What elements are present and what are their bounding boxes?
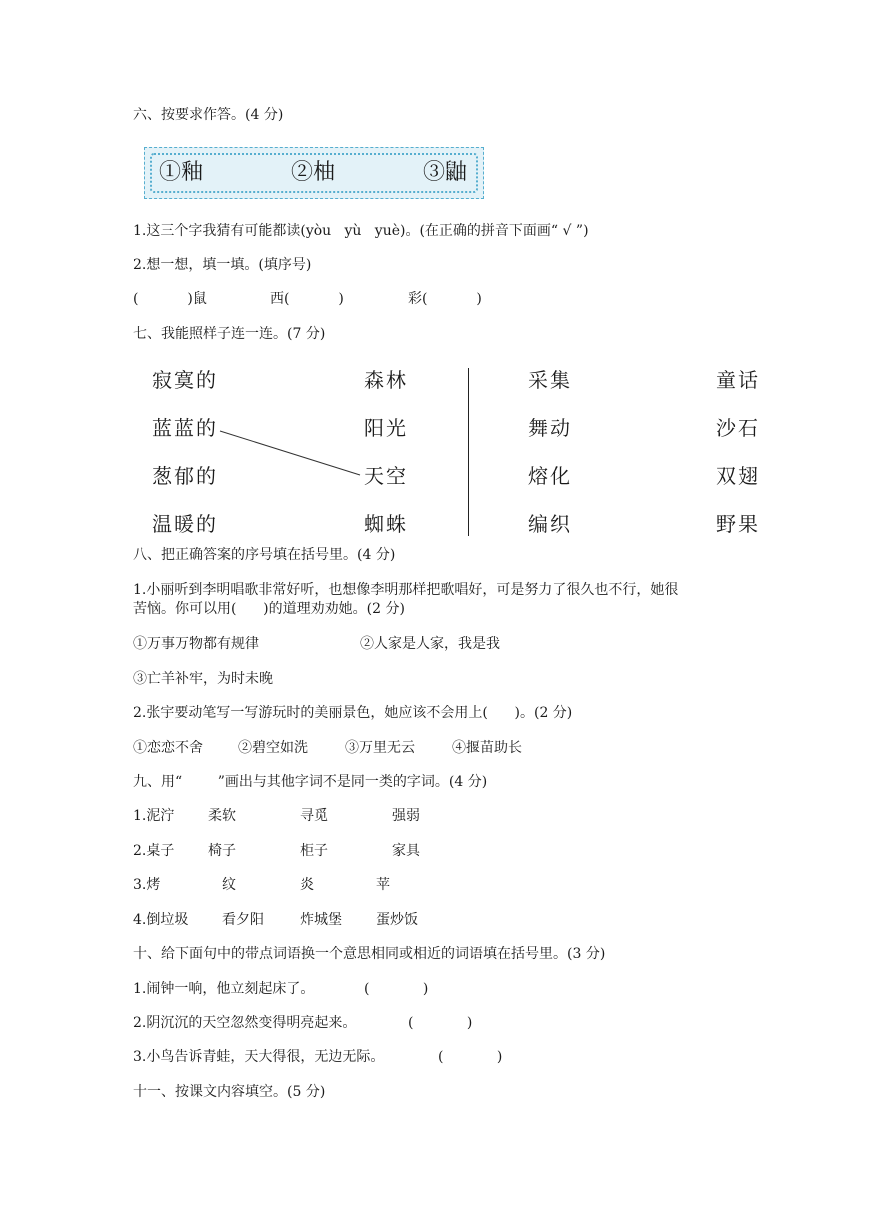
q9-row-1-word-3: 寻觅 bbox=[300, 808, 328, 824]
char-options-box bbox=[144, 147, 484, 199]
q7-left-a-3: 葱郁的 bbox=[152, 464, 218, 488]
q7-right-a-2: 舞动 bbox=[528, 416, 572, 440]
q6-blank-3: 彩( ) bbox=[408, 291, 482, 307]
q7-right-a-4: 编织 bbox=[528, 512, 572, 536]
q8-title: 八、把正确答案的序号填在括号里。(4 分) bbox=[133, 547, 396, 563]
q9-row-2-word-3: 柜子 bbox=[300, 843, 328, 859]
column-divider bbox=[468, 368, 469, 536]
q9-row-3-word-2: 纹 bbox=[222, 877, 236, 893]
q9-row-3-word-1: 3.烤 bbox=[133, 877, 161, 893]
q9-row-4-word-4: 蛋炒饭 bbox=[376, 912, 418, 928]
q8-q2-option-2: ②碧空如洗 bbox=[238, 740, 308, 756]
q6-question-1: 1.这三个字我猜有可能都读(yòu yù yuè)。(在正确的拼音下面画“ √ ”) bbox=[133, 223, 589, 239]
q8-question-2: 2.张宇要动笔写一写游玩时的美丽景色，她应该不会用上( )。(2 分) bbox=[133, 705, 573, 721]
q7-left-b-2: 阳光 bbox=[364, 416, 408, 440]
q9-row-4-word-3: 炸城堡 bbox=[300, 912, 342, 928]
char-option-2: ②柚 bbox=[291, 160, 336, 185]
q7-right-b-3: 双翅 bbox=[716, 464, 760, 488]
q7-left-a-4: 温暖的 bbox=[152, 512, 218, 536]
q11-title: 十一、按课文内容填空。(5 分) bbox=[133, 1084, 326, 1100]
q10-item-3-text: 3.小鸟告诉青蛙，天大得很，无边无际。 bbox=[133, 1049, 385, 1065]
q7-right-b-1: 童话 bbox=[716, 368, 760, 392]
q9-row-2-word-2: 椅子 bbox=[208, 843, 236, 859]
q10-item-1-text: 1.闹钟一响，他立刻起床了。 bbox=[133, 981, 315, 997]
q7-right-a-1: 采集 bbox=[528, 368, 572, 392]
q9-row-1-word-4: 强弱 bbox=[392, 808, 420, 824]
q7-left-a-1: 寂寞的 bbox=[152, 368, 218, 392]
q9-row-3-word-4: 苹 bbox=[376, 877, 390, 893]
q8-q2-option-4: ④揠苗助长 bbox=[452, 740, 522, 756]
q6-question-2: 2.想一想，填一填。(填序号) bbox=[133, 257, 312, 273]
q6-blank-2: 西( ) bbox=[270, 291, 344, 307]
q10-item-3-blank: ( ) bbox=[438, 1049, 503, 1065]
q10-item-1-blank: ( ) bbox=[364, 981, 429, 997]
q9-row-2-word-1: 2.桌子 bbox=[133, 843, 175, 859]
q7-left-a-2: 蓝蓝的 bbox=[152, 416, 218, 440]
q7-left-b-3: 天空 bbox=[364, 464, 408, 488]
q10-title: 十、给下面句中的带点词语换一个意思相同或相近的词语填在括号里。(3 分) bbox=[133, 946, 606, 962]
q7-right-a-3: 熔化 bbox=[528, 464, 572, 488]
q7-right-b-4: 野果 bbox=[716, 512, 760, 536]
q10-item-2-blank: ( ) bbox=[408, 1015, 473, 1031]
q7-left-b-4: 蜘蛛 bbox=[364, 512, 408, 536]
q8-question-1-line-1: 1.小丽听到李明唱歌非常好听，也想像李明那样把歌唱好，可是努力了很久也不行，她很 bbox=[133, 582, 679, 598]
q8-q2-option-3: ③万里无云 bbox=[345, 740, 415, 756]
q9-row-1-word-2: 柔软 bbox=[208, 808, 236, 824]
q9-row-1-word-1: 1.泥泞 bbox=[133, 808, 175, 824]
q9-row-2-word-4: 家具 bbox=[392, 843, 420, 859]
char-option-1: ①釉 bbox=[159, 160, 204, 185]
q9-title: 九、用“ ”画出与其他字词不是同一类的字词。(4 分) bbox=[133, 774, 488, 790]
q6-blank-1: ( )鼠 bbox=[133, 291, 207, 307]
q6-title: 六、按要求作答。(4 分) bbox=[133, 107, 284, 123]
q8-question-1-line-2: 苦恼。你可以用( )的道理劝劝她。(2 分) bbox=[133, 601, 405, 617]
q8-q1-option-3: ③亡羊补牢，为时未晚 bbox=[133, 671, 273, 687]
q8-q1-option-1: ①万事万物都有规律 bbox=[133, 636, 259, 652]
q7-left-b-1: 森林 bbox=[364, 368, 408, 392]
q8-q1-option-2: ②人家是人家，我是我 bbox=[360, 636, 500, 652]
q9-row-3-word-3: 炎 bbox=[300, 877, 314, 893]
q10-item-2-text: 2.阴沉沉的天空忽然变得明亮起来。 bbox=[133, 1015, 357, 1031]
q7-right-b-2: 沙石 bbox=[716, 416, 760, 440]
q9-row-4-word-2: 看夕阳 bbox=[222, 912, 264, 928]
q7-title: 七、我能照样子连一连。(7 分) bbox=[133, 326, 326, 342]
q9-row-4-word-1: 4.倒垃圾 bbox=[133, 912, 189, 928]
q8-q2-option-1: ①恋恋不舍 bbox=[133, 740, 203, 756]
char-option-3: ③鼬 bbox=[423, 160, 468, 185]
